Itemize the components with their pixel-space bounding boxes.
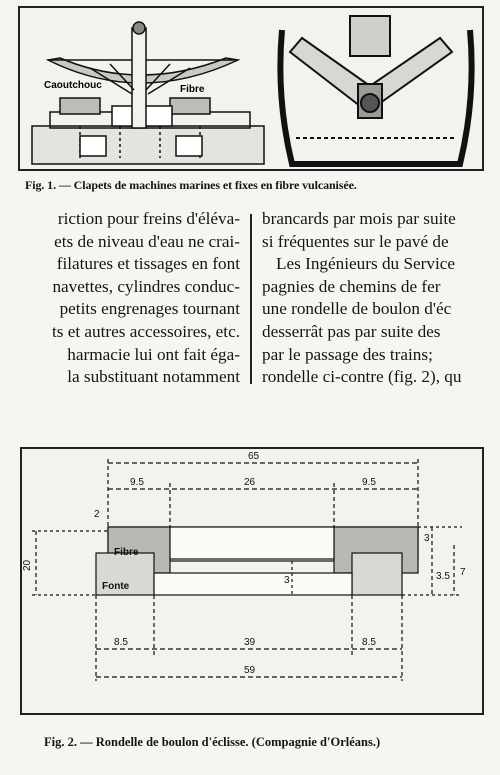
label-fibre-material: Fibre (114, 547, 139, 558)
text-line: navettes, cylindres conduc- (52, 276, 240, 296)
valve-right-drawing (280, 16, 471, 164)
dim-bottom-left: 8.5 (114, 637, 128, 648)
dim-total-width: 65 (248, 451, 260, 462)
text-line: si fréquentes sur le pavé de (262, 231, 449, 251)
dim-right-c: 7 (460, 567, 466, 578)
label-caoutchouc: Caoutchouc (44, 80, 102, 91)
text-line: ts et autres accessoires, etc. (51, 321, 240, 341)
dim-right-b: 3.5 (436, 571, 450, 582)
figure-2-frame (20, 447, 484, 715)
text-line: harmacie lui ont fait éga- (67, 344, 240, 364)
dim-bottom-total: 59 (244, 665, 256, 676)
column-divider (250, 214, 252, 384)
text-line: desserrât pas par suite des (262, 321, 441, 341)
dim-bottom-right: 8.5 (362, 637, 376, 648)
text-line: ets de niveau d'eau ne crai- (54, 231, 240, 251)
dim-middle-segment: 26 (244, 477, 256, 488)
text-line: petits engrenages tournant (59, 299, 240, 319)
dim-height-left: 20 (22, 559, 33, 571)
right-text-column (262, 208, 500, 389)
text-line: brancards par mois par suite (262, 209, 456, 228)
text-line: Les Ingénieurs du Service (276, 254, 455, 274)
label-fibre: Fibre (180, 84, 205, 95)
dim-right-segment: 9.5 (362, 477, 376, 488)
dim-left-segment: 9.5 (130, 477, 144, 488)
dim-inner: 3 (284, 575, 290, 586)
dim-small: 2 (94, 509, 100, 520)
figure-1-caption: Fig. 1. — Clapets de machines marines et fixes en fibre vulcanisée. (25, 178, 357, 192)
text-line: par le passage des trains; (262, 344, 433, 364)
left-text-column (0, 208, 240, 389)
dim-right-a: 3 (424, 533, 430, 544)
text-line: riction pour freins d'éléva- (57, 209, 240, 228)
text-line: rondelle ci-contre (fig. 2), qu (262, 367, 462, 387)
dim-bottom-middle: 39 (244, 637, 256, 648)
figure-2-caption: Fig. 2. — Rondelle de boulon d'éclisse. (Compagnie d'Orléans.) (44, 735, 381, 749)
valve-left-drawing (32, 22, 264, 164)
figure-2-technical-drawing (22, 449, 482, 713)
figure-1-frame (18, 6, 484, 171)
figure-1-illustration (20, 8, 482, 169)
text-line: pagnies de chemins de fer (262, 276, 441, 296)
text-line: une rondelle de boulon d'éc (262, 299, 452, 319)
text-line: filatures et tissages en font (56, 254, 240, 274)
label-fonte-material: Fonte (102, 581, 130, 592)
text-line: la substituant notamment (67, 367, 240, 387)
